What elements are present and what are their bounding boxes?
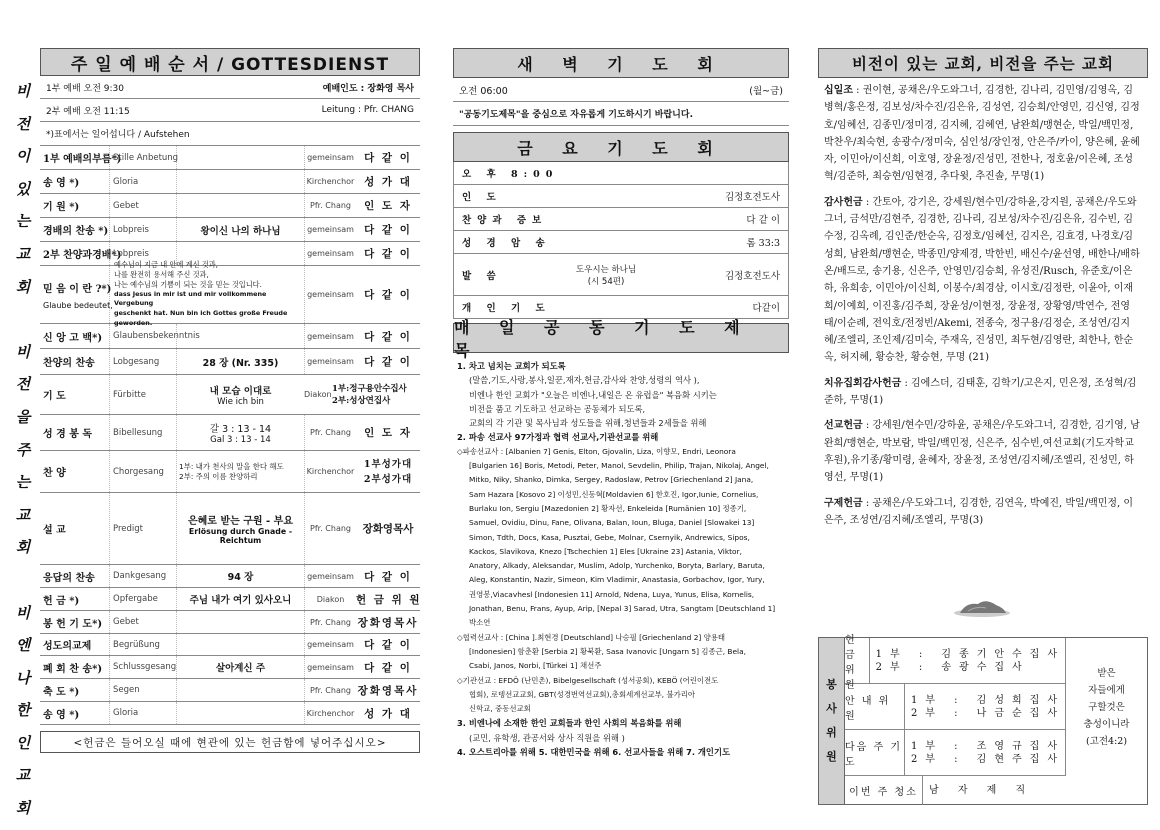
service-item-who: Pfr. Chang (304, 679, 356, 701)
prayer-line: 신학교, 중동선교회 (469, 704, 531, 714)
service-row (40, 611, 420, 634)
service-members (923, 776, 1147, 805)
friday-prayer-title: 금 요 기 도 회 (453, 132, 789, 162)
service-item-detail: 주님 내가 여기 있사오니 (189, 595, 292, 606)
service-item-detail: 왕이신 나의 하나님 (200, 225, 281, 237)
choir-by1: 1부성가대 (363, 458, 413, 470)
prayer-meetings (453, 48, 789, 759)
service-committee-row (845, 634, 1065, 691)
service-row (40, 679, 420, 702)
dawn-prayer-days: (월~금) (749, 85, 783, 97)
service-item-leader: 다 같 이 (364, 661, 412, 674)
service-item-ger: Segen (110, 679, 177, 701)
donor-section (824, 194, 1142, 367)
service-leader-ger: Leitung : Pfr. CHANG (321, 105, 414, 115)
service-member-1: 남 자 제 직 (929, 785, 1034, 796)
prayer-line: Simon, Tdth, Docs, Kasa, Pusztai, Gebe, Molnar, Csernyik, Andrewics, Sipos, (469, 532, 750, 542)
choir-who: Kirchenchor (304, 451, 356, 492)
service-side-char: 봉 (826, 678, 837, 691)
service-item-who: gemeinsam (304, 242, 356, 265)
intercession-kor: 기 도 (40, 375, 110, 414)
side-char: 한 (15, 701, 31, 720)
service-row (40, 565, 420, 588)
friday-row (454, 162, 788, 185)
donor-section-head: 구제헌금 (824, 497, 863, 509)
service-row (40, 170, 420, 194)
prayer-line: 3. 비엔나에 소재한 한인 교회들과 한인 사회의 복음화를 위해 (457, 718, 682, 729)
service-item-ger: Dankgesang (110, 565, 177, 587)
service-item-who: Kirchenchor (304, 170, 356, 193)
side-char: 회 (15, 277, 31, 296)
friday-row (454, 208, 788, 231)
service-item-kor: 찬양의 찬송 (40, 349, 110, 374)
donor-names: : 간토아, 강기은, 강세원/현수민/강하윤,강지원, 공채은/우도와그너, 금석만/김현주, 김경한, 김나리, 김보성/차수진/김은유, 김수빈, 김수정, 김옥례, 김인준/한순옥, 김정호/임혜선, 김지은, 김효경, 나경호/김성희, 남완희/맹현순, 박종민/양제경, 박한빈, 배신수/윤선영, 배한나/배하온/배드로, 송기용, 신은주, 안영민/김승희, 유성진/Rusch, 유준호/이은하, 유희송, 이민아/이신희, 이봉수/최경삼, 이시호/김정란, 이윤아, 이재희/이예희, 이진홍/김주희, 장윤성/이현정, 장윤정, 장황영/박연수, 전영태/이순례, 전익호/전정빈/Akemi, 전종숙, 정구용/김정순, 조성연/김지혜/조엘리, 조인제/김미숙, 주재옥, 진성민, 최두현/김영란, 최한나, 한순옥, 허지혜, 황승찬, 황승현, 무명 (21) (824, 196, 1140, 364)
service-committee-row (845, 776, 1147, 805)
service-role: 안 내 위 원 (845, 684, 905, 729)
donor-sections (818, 78, 1148, 529)
service-item-ger: Glaubensbekenntnis (110, 324, 177, 348)
reading-by: 인 도 자 (364, 427, 412, 439)
friday-item: 인 도 (462, 192, 502, 203)
service-item-leader: 다 같 이 (364, 152, 412, 164)
service-member-1: 1부 : 김성희집사 (910, 694, 1065, 706)
dawn-prayer-time-row (453, 78, 789, 102)
friday-row (454, 231, 788, 254)
reading-ger: Bibellesung (110, 415, 177, 450)
stand-note: *)표에서는 일어섭니다 / Aufstehen (40, 122, 420, 146)
service2-time: 2부 예배 오전 11:15 (46, 106, 130, 117)
service-item-kor: 축 도 *) (40, 679, 110, 701)
daily-prayer-list (453, 353, 789, 759)
service-item-leader: 장화영목사 (357, 616, 419, 629)
prayer-line: Jonathan, Benu, Frans, Ayup, Arip, [Nepal 3] Sarad, Utra, Sangtam [Deutschland 1] (469, 604, 776, 614)
prayer-line: Burlaku Ion, Sergiu [Mazedonien 2] 황자선, Enkeleida [Rumänien 10] 정종기, (469, 503, 747, 513)
choir-by (356, 457, 420, 487)
service-item-who: Kirchenchor (304, 702, 356, 724)
side-char: 을 (15, 407, 31, 426)
service-item-kor: 2부 찬양과경배*) (40, 242, 110, 265)
choir-row (40, 451, 420, 493)
service-row (40, 349, 420, 375)
friday-item: 성 경 암 송 (462, 238, 551, 249)
prayer-line: Mitko, Niky, Shanko, Dimka, Sergey, Radoslaw, Petrov [Griechenland 2] Jana, (469, 475, 754, 485)
offering-list (818, 48, 1148, 537)
intercession-hymn-kor: 내 모습 이대로 (209, 385, 272, 397)
prayer-line: ◇기관선교 : EFDÖ (난민촌), Bibelgesellschaft (성서공회), KEBÖ (어린이전도 (457, 675, 719, 685)
creed-kor-3: 나는 예수님의 기쁨이 되는 것을 믿는 것입니다. (114, 279, 262, 289)
service-item-detail: 94 장 (227, 572, 254, 583)
sermon-title-ger: Erlösung durch Gnade - Reichtum (188, 527, 293, 545)
donor-section (824, 495, 1142, 530)
friday-row (454, 254, 788, 296)
service-side-char: 위 (826, 726, 837, 739)
choir-mid (177, 462, 304, 482)
creed-label-ger: Glaube bedeutet, (43, 300, 113, 310)
prayer-line: 4. 오스트리아를 위해 5. 대한민국을 위해 6. 선교사들을 위해 7. 개인기도 (457, 747, 730, 758)
prayer-line: 박소연 (469, 618, 491, 628)
donor-names: : 김에스더, 김태훈, 김학기/고은지, 민은정, 조성혁/김준하, 무명(1) (824, 377, 1137, 407)
service-item-kor: 경배의 찬송 *) (40, 218, 110, 241)
friday-row (454, 185, 788, 208)
prayer-line: Sam Hazara [Kosovo 2] 이성민,신동혁[Moldavien 6] 한호진, Igor,Iunie, Cornelius, (469, 489, 759, 499)
service-item-ger: Gloria (110, 702, 177, 724)
reading-kor: 성 경 봉 독 (40, 415, 110, 450)
friday-prayer-table (453, 162, 789, 319)
service-item-leader: 성 가 대 (364, 176, 412, 188)
service-item-leader: 다 같 이 (364, 224, 412, 236)
prayer-line: 교회의 각 기관 및 목사님과 성도들을 위해,청년들과 2세들을 위해 (469, 418, 707, 429)
prayer-line: ◇파송선교사 : [Albanien 7] Genis, Elton, Gjovalin, Liza, 이향모, Endri, Leonora (457, 446, 736, 456)
prayer-line: [Bulgarien 16] Boris, Metodi, Peter, Manol, Sevdelin, Philip, Trajan, Nikolaj, Angel, (469, 461, 769, 471)
service1-header (40, 76, 420, 99)
side-char: 전 (15, 375, 31, 394)
prayer-line: Anatory, Alkady, Aleksandar, Muslim, Adolp, Yurchenko, Boryta, Barlary, Baruta, (469, 561, 765, 571)
donor-section-head: 십일조 (824, 85, 853, 96)
side-char: 이 (15, 147, 31, 166)
service-item-kor: 헌 금 *) (40, 588, 110, 610)
side-char: 는 (15, 212, 31, 231)
prayer-line: 1. 차고 넘치는 교회가 되도록 (457, 361, 566, 371)
service-role: 이번 주 청소 (845, 776, 923, 805)
creed-who: gemeinsam (304, 266, 356, 323)
sermon-who: Pfr. Chang (304, 493, 356, 564)
service-item-leader: 장화영목사 (357, 684, 419, 697)
service-order-title: 주 일 예 배 순 서 / GOTTESDIENST (40, 48, 420, 76)
service-item-kor: 응답의 찬송 (40, 565, 110, 587)
verse-line: (고전4:2) (1085, 735, 1128, 747)
service-item-ger: Gebet (110, 194, 177, 217)
offering-note: <헌금은 들어오실 때에 현관에 있는 헌금함에 넣어주십시오> (40, 731, 420, 753)
service-row (40, 218, 420, 242)
service-item-kor: 신 앙 고 백*) (40, 324, 110, 348)
service-item-kor: 폐 회 찬 송*) (40, 656, 110, 678)
side-char (12, 308, 34, 341)
service-item-leader: 다 같 이 (364, 639, 412, 651)
choir-kor: 찬 양 (40, 451, 110, 492)
service-item-ger: Lobgesang (110, 349, 177, 374)
service2-header (40, 99, 420, 122)
prayer-line: Kackos, Slavikova, Knezo [Tschechien 1] Eles [Ukraine 23] Astania, Viktor, (469, 546, 742, 556)
service-item-detail: 살아계신 주 (215, 663, 266, 674)
side-char: 비 (15, 342, 31, 361)
service-item-ger: Opfergabe (110, 588, 177, 610)
service-side-char: 원 (826, 750, 837, 763)
service-item-who: gemeinsam (304, 565, 356, 587)
side-char: 회 (15, 538, 31, 557)
prayer-line: Aleg, Konstantin, Nazir, Simeon, Kim Vladimir, Anastasia, Gorbachov, Igor, Yury, (469, 575, 765, 585)
side-char: 비 (15, 603, 31, 622)
intercession-mid (177, 383, 304, 407)
friday-leader: 다 같 이 (746, 215, 780, 226)
friday-leader: 다같이 (752, 303, 780, 314)
service-member-1: 1부 : 조영규집사 (910, 740, 1065, 752)
donor-section (824, 82, 1142, 186)
intercession-by (304, 383, 420, 407)
service-item-leader: 인 도 자 (364, 200, 412, 212)
rock-illustration-icon (952, 596, 1012, 618)
verse-line: 충성이니라 (1083, 718, 1130, 730)
sermon-kor: 설 교 (40, 493, 110, 564)
prayer-line: 2. 파송 선교사 97가정과 협력 선교사,기관선교를 위해 (457, 432, 659, 443)
donor-names: : 강세원/현수민/강하윤, 공채은/우도와그너, 김경한, 김기영, 남완희/맹현순, 박보람, 박일/백민정, 신은주, 심수빈,여선교회(기도자학교후원),유기종/황미령, 윤혜자, 장윤정, 조성연/김지혜/조엘리, 진성민, 하영선, 무명(1) (824, 420, 1140, 484)
side-char (12, 569, 34, 602)
service-item-who: Diakon (304, 588, 356, 610)
verse-line: 자들에게 (1088, 684, 1125, 696)
prayer-line: Samuel, Ovidiu, Dinu, Fane, Olivana, Balan, Ioun, Bluga, Daniel [Slowakei 13] (469, 518, 755, 528)
side-char: 는 (15, 473, 31, 492)
verse-line: 받은 (1097, 667, 1116, 679)
verse-line: 구할것은 (1088, 701, 1125, 713)
intercession-by2: 2부:성상연집사 (332, 395, 391, 406)
service-item-kor: 봉 헌 기 도*) (40, 611, 110, 633)
side-char: 회 (15, 799, 31, 818)
service-item-who: gemeinsam (304, 218, 356, 241)
service-item-kor: 기 원 *) (40, 194, 110, 217)
creed-kor-1: 예수님이 지금 내 안에 계신 것과, (114, 260, 218, 270)
side-char: 교 (15, 244, 31, 263)
creed-row (40, 260, 420, 327)
service-row (40, 146, 420, 170)
prayer-line: 비전을 품고 기도하고 선교하는 공동체가 되도록, (469, 403, 646, 414)
service1-time: 1부 예배 오전 9:30 (46, 83, 124, 94)
side-char: 나 (15, 668, 31, 687)
friday-detail-line: (시 54편) (587, 276, 625, 287)
intercession-ger: Fürbitte (110, 375, 177, 414)
side-char: 주 (15, 440, 31, 459)
creed-kor-2: 나를 완전히 용서해 주신 것과, (114, 270, 209, 280)
service-item-who: gemeinsam (304, 656, 356, 678)
service-item-detail: 28 장 (Nr. 335) (202, 357, 279, 369)
dawn-prayer-time: 오전 06:00 (459, 85, 508, 97)
sermon-title-kor: 은혜로 받는 구원 - 부요 (187, 516, 294, 527)
prayer-line: (말씀,기도,사랑,봉사,일꾼,재자,헌금,감사와 찬양,성령의 역사 ), (469, 375, 700, 386)
service-role: 다음 주 기도 (845, 730, 905, 775)
service-item-leader: 다 같 이 (364, 330, 412, 343)
intercession-by1: 1부:정구용안수집사 (332, 383, 407, 394)
friday-leader: 롬 33:3 (746, 238, 780, 249)
service-item-who: gemeinsam (304, 324, 356, 348)
service-members (905, 730, 1065, 775)
creed-label (40, 266, 113, 323)
reading-row (40, 415, 420, 451)
service-committee-row (845, 684, 1065, 730)
service-row (40, 702, 420, 725)
sunday-service-order (40, 48, 420, 753)
service-member-2: 2부 : 김현주집사 (910, 753, 1065, 765)
donor-names: : 공채은/우도와그너, 김경한, 김연옥, 박예진, 박일/백민정, 이은주, 조성연/김지혜/조엘리, 무명(3) (824, 497, 1134, 526)
choir-by2: 2부성가대 (363, 473, 413, 485)
side-char: 인 (15, 733, 31, 752)
choir-song1: 1부: 내가 천사의 말을 한다 해도 (179, 461, 284, 471)
friday-item: 찬양과 증보 (462, 215, 548, 226)
service-item-ger: Lobpreis (110, 218, 177, 241)
creed-ger-1: dass Jesus in mir ist und mir vollkommene Vergebung (114, 289, 267, 308)
service-item-leader: 성 가 대 (364, 707, 412, 720)
prayer-line: Csabi, Janos, Norbi, [Türkei 1] 채선주 (469, 661, 602, 671)
reading-ref-kor: 갈 3 : 13 - 14 (209, 423, 272, 435)
creed-label-kor: 믿 음 이 란 ?*) (43, 283, 112, 295)
service-member-2: 2부 : 송광수집사 (875, 661, 1030, 673)
offering-list-title: 비전이 있는 교회, 비전을 주는 교회 (818, 48, 1148, 78)
side-char: 교 (15, 505, 31, 524)
service-verse (1065, 638, 1147, 776)
service-side-char: 사 (826, 702, 837, 715)
intercession-row (40, 375, 420, 415)
service-item-ger: Schlussgesang (110, 656, 177, 678)
daily-prayer-title: 매 일 공 동 기 도 제 목 (453, 323, 789, 353)
intercession-hymn-ger: Wie ich bin (217, 396, 264, 407)
side-vertical-text (12, 80, 34, 830)
service-item-ger: Lobpreis (110, 242, 177, 265)
prayer-line: 권영봉,Viacavhesl [Indonesien 11] Arnold, Ndena, Luya, Yunus, Elisa, Kornelis, (469, 589, 755, 599)
intercession-who: Diakon (304, 390, 332, 399)
donor-section-head: 감사헌금 (824, 196, 863, 208)
donor-section-head: 선교헌금 (824, 420, 863, 432)
service-row (40, 588, 420, 611)
service-item-ger: Stille Anbetung (110, 146, 177, 169)
service-item-who: gemeinsam (304, 146, 356, 169)
service-item-who: Pfr. Chang (304, 611, 356, 633)
service-member-2: 2부 : 나금순집사 (910, 707, 1065, 719)
friday-leader: 김정호전도사 (724, 270, 780, 282)
service-item-leader: 다 같 이 (364, 570, 412, 583)
service-members (905, 684, 1065, 729)
friday-item: 발 씀 (462, 270, 502, 282)
sermon-mid (177, 512, 304, 545)
service-committee-label (819, 638, 845, 804)
service-item-ger: Gloria (110, 170, 177, 193)
prayer-line: (교민, 유학생, 관공서와 상사 직원을 위해 ) (469, 732, 625, 743)
dawn-prayer-note: "공동기도제목"을 중심으로 자유롭게 기도하시기 바랍니다. (453, 102, 789, 126)
prayer-line: ◇협력선교사 : [China ].최현경 [Deutschland] 나승필 [Griechenland 2] 양용태 (457, 632, 726, 642)
service-item-who: Pfr. Chang (304, 194, 356, 217)
service-committee-box (818, 634, 1148, 805)
donor-names: : 권이현, 공채은/우도와그너, 김경한, 김나리, 김민영/김영옥, 김병혁/홍은정, 김보성/차수진/김은유, 김성연, 김승희/안영민, 김신영, 김정호/임혜선, 김종민/정미경, 김지혜, 김혜연, 남완희/맹현순, 박일/백민정, 박찬우/최숙현, 송광수/정미숙, 심인성/장인정, 안은주/카이, 양은혜, 윤혜자, 이민아/이신희, 이호영, 장윤정/진성민, 전한나, 정호윤/이은혜, 조성혁/김준하, 최승현/임현경, 추다윗, 추진솔, 무명(1) (824, 85, 1140, 183)
sermon-by: 장화영목사 (362, 523, 414, 535)
side-char: 엔 (15, 636, 31, 655)
reading-ref-ger: Gal 3 : 13 - 14 (210, 434, 271, 445)
side-char: 비 (15, 82, 31, 100)
friday-item: 개 인 기 도 (462, 303, 551, 314)
sermon-row (40, 493, 420, 565)
prayer-line: [Indonesien] 함춘환 [Serbia 2] 황북환, Sasa Ivanovic [Ungarn 5] 김종근, Bela, (469, 646, 746, 656)
prayer-line: 비엔나 한인 교회가 "오늘은 비엔나,내일은 온 유럽을" 복음화 시키는 (469, 389, 717, 400)
service-row (40, 656, 420, 679)
friday-leader: 김정호전도사 (724, 192, 780, 203)
service-members (870, 638, 1065, 683)
creed-text (110, 258, 304, 331)
service-item-kor: 송 영 *) (40, 170, 110, 193)
friday-detail (534, 263, 678, 287)
reading-mid (177, 421, 304, 445)
service-item-who: gemeinsam (304, 634, 356, 655)
donor-section (824, 417, 1142, 486)
service-leader-kor: 예배인도 : 장화영 목사 (322, 83, 414, 94)
service-item-who: gemeinsam (304, 349, 356, 374)
side-char: 전 (15, 114, 31, 133)
service-item-leader: 헌 금 위 원 (356, 593, 422, 606)
side-char: 교 (15, 766, 31, 785)
service-item-ger: Begrüßung (110, 634, 177, 655)
sermon-ger: Predigt (110, 493, 177, 564)
choir-song2: 2부: 주의 이름 찬양하리 (179, 471, 258, 481)
service-committee-row (845, 730, 1065, 776)
side-char: 있 (15, 179, 31, 198)
donor-section-head: 치유집회감사헌금 (824, 377, 902, 389)
service-role: 헌 금 위 원 (845, 638, 870, 683)
service-item-ger: Gebet (110, 611, 177, 633)
reading-who: Pfr. Chang (304, 415, 356, 450)
creed-by: 다 같 이 (364, 289, 412, 301)
service-item-kor: 송 영 *) (40, 702, 110, 724)
service-row (40, 194, 420, 218)
creed-ger-2: geschenkt hat. Nun bin ich Gottes große Freude geworden. (114, 309, 288, 327)
service-member-1: 1부 : 김종기안수집사 (875, 648, 1065, 660)
donor-section (824, 375, 1142, 410)
prayer-line: 협회), 로뎅선교교회, GBT(성경번역선교회),총회세계선교부, 불가리아 (469, 689, 696, 699)
dawn-prayer-title: 새 벽 기 도 회 (453, 48, 789, 78)
choir-ger: Chorgesang (110, 451, 177, 492)
friday-item: 오 후 8:00 (462, 169, 559, 180)
service-item-kor: 1부 예배의부름*) (40, 146, 110, 169)
service-row (40, 634, 420, 656)
service-item-leader: 다 같 이 (364, 356, 412, 368)
service-item-kor: 성도의교제 (40, 634, 110, 655)
service-item-leader: 다 같 이 (364, 248, 412, 260)
friday-detail-line: 도우시는 하나님 (575, 264, 637, 275)
